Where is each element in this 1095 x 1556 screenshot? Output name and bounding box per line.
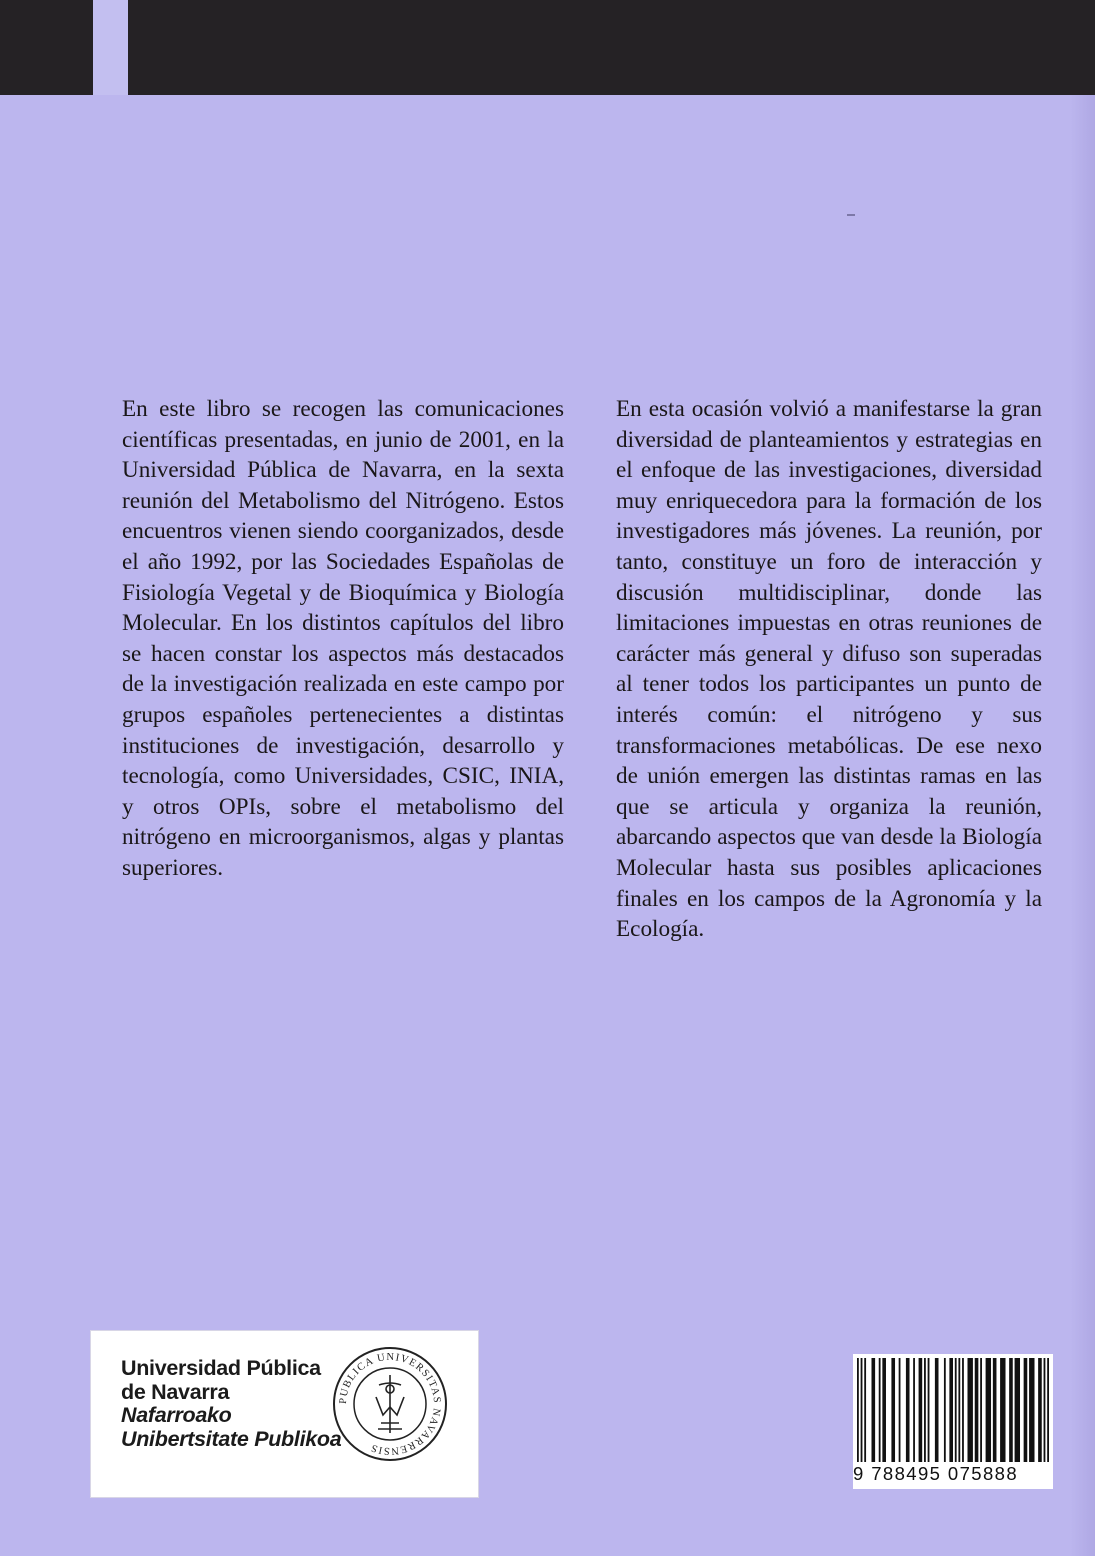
barcode-bar xyxy=(891,1358,895,1462)
barcode-bar xyxy=(1009,1358,1013,1462)
publisher-name-line3: Nafarroako xyxy=(121,1403,232,1427)
seal-text: PUBLICA UNIVERSITAS NAVARRENSIS xyxy=(337,1351,443,1457)
barcode-bar xyxy=(1038,1358,1042,1462)
page-edge-shade xyxy=(1070,95,1095,1556)
blurb-right-column: En esta ocasión volvió a manifestarse la gran diversidad de planteamientos y estrategias en el enfoque de las investigaciones, diversidad muy enriquecedora para la formación de los investigadores más jóvenes. La reunión, por tanto, constituye un foro de interacción y discusión multidisciplinar, donde las limitaciones impuestas en otras reuniones de carácter más general y difuso son superadas al tener todos los participantes un punto de interés común: el nitrógeno y sus transformaciones metabólicas. De ese nexo de unión emergen las distintas ramas en las que se articula y organiza la reunión, abarcando aspectos que van desde la Biología Molecular hasta sus posibles aplicaciones finales en los campos de la Agronomía y la Ecología. xyxy=(616,396,1042,943)
barcode-bar xyxy=(949,1358,953,1462)
publisher-logo-box xyxy=(90,1330,479,1498)
barcode-icon xyxy=(853,1354,1053,1462)
barcode-bar xyxy=(1015,1358,1020,1462)
barcode-bar xyxy=(919,1358,923,1462)
top-band-right xyxy=(128,0,1095,95)
barcode-bar xyxy=(975,1358,979,1462)
barcode xyxy=(853,1354,1053,1489)
barcode-bar xyxy=(980,1358,982,1462)
publisher-name-line2: de Navarra xyxy=(121,1379,230,1404)
barcode-bar xyxy=(955,1358,957,1462)
barcode-bar xyxy=(962,1358,964,1462)
barcode-bar xyxy=(882,1358,886,1462)
barcode-bar xyxy=(879,1358,881,1462)
blurb-left-column: En este libro se recogen las comunicaciones científicas presentadas, en junio de 2001, en la Universidad Pública de Navarra, en la sexta reunión del Metabolismo del Nitrógeno. Estos encuentros vienen siendo coorganizados, desde el año 1992, por las Sociedades Españolas de Fisiología Vegetal y de Bioquímica y Biología Molecular. En los distintos capítulos del libro se hacen constar los aspectos más destacados de la investigación realizada en este campo por grupos españoles pertenecientes a distintas instituciones de investigación, desarrollo y tecnología, como Universidades, CSIC, INIA, y otros OPIs, sobre el metabolismo del nitrógeno en microorganismos, algas y plantas superiores. xyxy=(122,396,564,881)
barcode-bar xyxy=(924,1358,926,1462)
barcode-bar xyxy=(993,1358,997,1462)
top-band-left xyxy=(0,0,93,95)
small-mark xyxy=(847,214,855,216)
barcode-bar xyxy=(967,1358,972,1462)
barcode-bar xyxy=(899,1358,901,1462)
barcode-bar xyxy=(1047,1358,1049,1462)
barcode-bar xyxy=(1044,1358,1046,1462)
top-band-gap xyxy=(93,0,128,95)
barcode-bar xyxy=(913,1358,915,1462)
barcode-bar xyxy=(906,1358,910,1462)
barcode-bar xyxy=(958,1358,960,1462)
barcode-bar xyxy=(871,1358,875,1462)
barcode-bar xyxy=(935,1358,939,1462)
barcode-bar xyxy=(861,1358,863,1462)
barcode-bar xyxy=(864,1358,866,1462)
barcode-bar xyxy=(1029,1358,1034,1462)
barcode-bar xyxy=(944,1358,946,1462)
barcode-bar xyxy=(986,1358,991,1462)
barcode-bar xyxy=(928,1358,930,1462)
barcode-bar xyxy=(1024,1358,1028,1462)
barcode-bar xyxy=(1000,1358,1005,1462)
barcode-bar xyxy=(857,1358,859,1462)
publisher-name-line1: Universidad Pública xyxy=(121,1356,321,1380)
university-seal-icon xyxy=(331,1345,449,1463)
publisher-name xyxy=(121,1357,351,1451)
publisher-name-line4: Unibertsitate Publikoa xyxy=(121,1426,342,1451)
isbn-number: 9 788495 075888 xyxy=(853,1463,1019,1484)
